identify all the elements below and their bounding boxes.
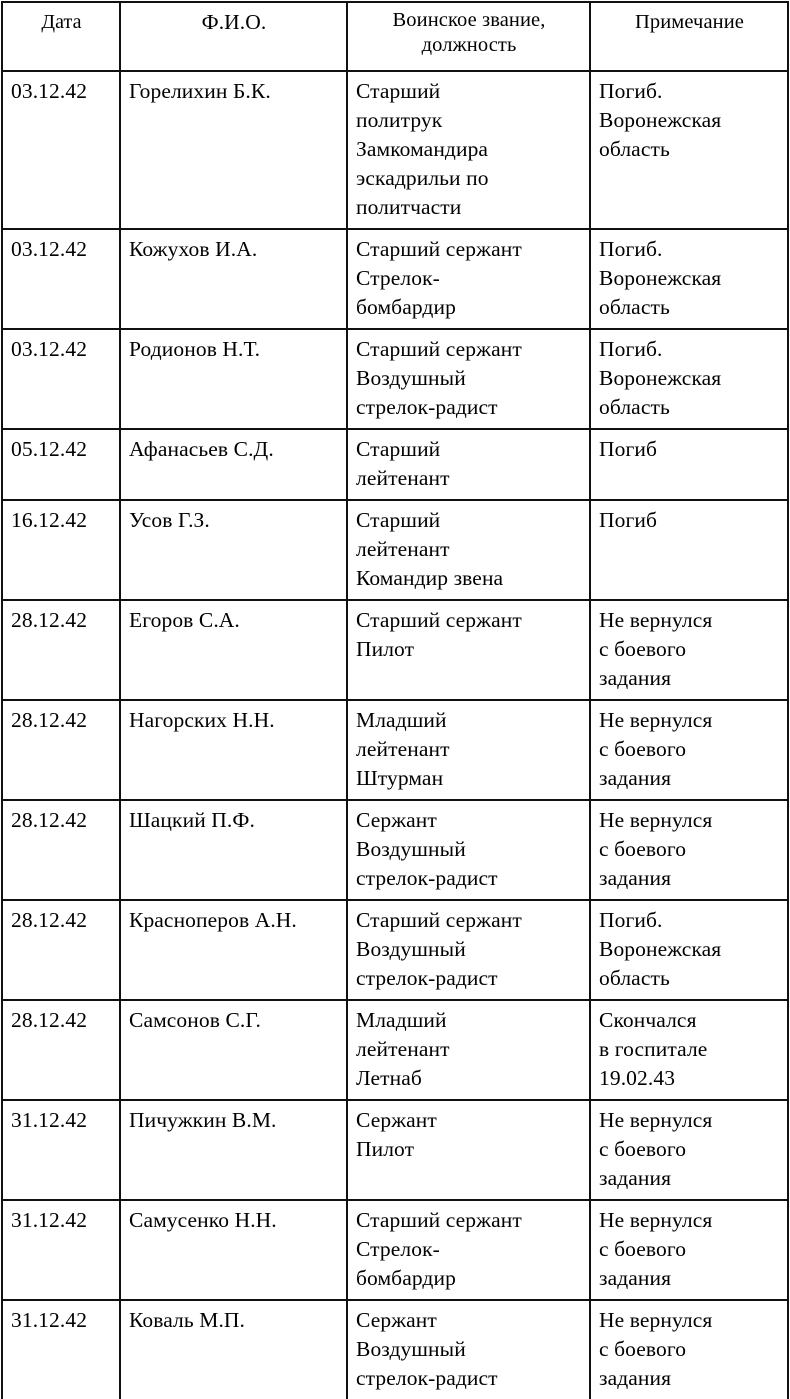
cell-rank-line: лейтенант <box>356 737 450 761</box>
cell-name: Афанасьев С.Д. <box>120 429 347 500</box>
cell-rank <box>347 1000 590 1100</box>
cell-rank-line: Старший сержант <box>356 608 522 632</box>
cell-rank <box>347 500 590 600</box>
cell-rank-line: Старший <box>356 508 441 532</box>
cell-rank <box>347 229 590 329</box>
cell-rank-line: Штурман <box>356 766 444 790</box>
table-row <box>2 1100 788 1200</box>
cell-note-line: Не вернулся <box>599 1208 713 1232</box>
cell-note-line: с боевого <box>599 1237 687 1261</box>
cell-note-line: задания <box>599 1266 672 1290</box>
cell-rank-line: Замкомандира <box>356 137 489 161</box>
cell-rank-line: Старший сержант <box>356 908 522 932</box>
cell-date: 31.12.42 <box>2 1200 120 1300</box>
cell-note-line: задания <box>599 666 672 690</box>
cell-date: 03.12.42 <box>2 229 120 329</box>
cell-note-line: задания <box>599 866 672 890</box>
table-row <box>2 329 788 429</box>
cell-note-line: Воронежская <box>599 937 722 961</box>
cell-rank-line: стрелок-радист <box>356 866 498 890</box>
cell-name: Самусенко Н.Н. <box>120 1200 347 1300</box>
cell-note <box>590 229 788 329</box>
cell-name: Горелихин Б.К. <box>120 71 347 229</box>
cell-rank <box>347 329 590 429</box>
cell-note-line: с боевого <box>599 837 687 861</box>
cell-rank <box>347 1300 590 1399</box>
cell-rank-line: эскадрильи по <box>356 166 489 190</box>
cell-date: 28.12.42 <box>2 1000 120 1100</box>
cell-note <box>590 500 788 600</box>
column-header-name: Ф.И.О. <box>120 2 347 71</box>
casualty-record-table <box>1 1 789 1399</box>
cell-date: 03.12.42 <box>2 71 120 229</box>
cell-name: Красноперов А.Н. <box>120 900 347 1000</box>
cell-date: 03.12.42 <box>2 329 120 429</box>
cell-rank-line: политчасти <box>356 195 462 219</box>
cell-date: 31.12.42 <box>2 1300 120 1399</box>
cell-note-line: Погиб. <box>599 237 663 261</box>
cell-rank <box>347 1100 590 1200</box>
cell-name: Егоров С.А. <box>120 600 347 700</box>
cell-note-line: задания <box>599 766 672 790</box>
cell-rank-line: Младший <box>356 708 447 732</box>
cell-note-line: Не вернулся <box>599 1308 713 1332</box>
cell-rank-line: Сержант <box>356 1308 437 1332</box>
cell-note <box>590 900 788 1000</box>
cell-note <box>590 329 788 429</box>
cell-rank <box>347 900 590 1000</box>
cell-rank <box>347 1200 590 1300</box>
cell-date: 31.12.42 <box>2 1100 120 1200</box>
table-header-row <box>2 2 788 71</box>
table-row <box>2 600 788 700</box>
cell-rank-line: Воздушный <box>356 837 466 861</box>
cell-rank-line: лейтенант <box>356 466 450 490</box>
cell-date: 16.12.42 <box>2 500 120 600</box>
cell-date: 05.12.42 <box>2 429 120 500</box>
cell-rank-line: стрелок-радист <box>356 395 498 419</box>
table-row <box>2 500 788 600</box>
table-row <box>2 900 788 1000</box>
cell-name: Кожухов И.А. <box>120 229 347 329</box>
cell-rank <box>347 600 590 700</box>
cell-note-line: с боевого <box>599 737 687 761</box>
cell-note-line: задания <box>599 1166 672 1190</box>
table-row <box>2 1300 788 1399</box>
cell-rank-line: политрук <box>356 108 443 132</box>
cell-note-line: Погиб. <box>599 337 663 361</box>
cell-note <box>590 1200 788 1300</box>
cell-rank <box>347 800 590 900</box>
cell-note-line: задания <box>599 1366 672 1390</box>
cell-rank-line: лейтенант <box>356 537 450 561</box>
cell-note-line: область <box>599 395 670 419</box>
cell-rank <box>347 71 590 229</box>
cell-rank-line: Воздушный <box>356 937 466 961</box>
cell-note-line: Воронежская <box>599 266 722 290</box>
table-row <box>2 1000 788 1100</box>
cell-name: Шацкий П.Ф. <box>120 800 347 900</box>
cell-note <box>590 800 788 900</box>
cell-rank-line: бомбардир <box>356 1266 456 1290</box>
table-row <box>2 229 788 329</box>
cell-rank-line: стрелок-радист <box>356 1366 498 1390</box>
column-header-date: Дата <box>2 2 120 71</box>
cell-rank-line: лейтенант <box>356 1037 450 1061</box>
cell-name: Нагорских Н.Н. <box>120 700 347 800</box>
cell-rank-line: Пилот <box>356 1137 415 1161</box>
cell-note-line: Не вернулся <box>599 708 713 732</box>
cell-note <box>590 700 788 800</box>
table-row <box>2 429 788 500</box>
cell-rank-line: Стрелок- <box>356 1237 440 1261</box>
cell-note-line: Воронежская <box>599 108 722 132</box>
cell-rank <box>347 429 590 500</box>
cell-rank-line: Сержант <box>356 1108 437 1132</box>
cell-rank-line: Командир звена <box>356 566 504 590</box>
table-row <box>2 71 788 229</box>
cell-rank-line: Старший <box>356 79 441 103</box>
column-header-note: Примечание <box>590 2 788 71</box>
cell-rank-line: Летнаб <box>356 1066 422 1090</box>
cell-rank-line: бомбардир <box>356 295 456 319</box>
document-page <box>0 1 790 1390</box>
cell-note <box>590 1000 788 1100</box>
cell-name: Родионов Н.Т. <box>120 329 347 429</box>
cell-rank <box>347 700 590 800</box>
cell-rank-line: Сержант <box>356 808 437 832</box>
cell-note-line: Не вернулся <box>599 608 713 632</box>
cell-note <box>590 429 788 500</box>
cell-date: 28.12.42 <box>2 800 120 900</box>
cell-rank-line: Стрелок- <box>356 266 440 290</box>
cell-rank-line: Пилот <box>356 637 415 661</box>
cell-rank-line: стрелок-радист <box>356 966 498 990</box>
cell-note-line: с боевого <box>599 637 687 661</box>
cell-rank-line: Старший сержант <box>356 337 522 361</box>
cell-name: Самсонов С.Г. <box>120 1000 347 1100</box>
cell-note-line: Скончался <box>599 1008 697 1032</box>
table-row <box>2 1200 788 1300</box>
table-body <box>2 71 788 1399</box>
cell-name: Пичужкин В.М. <box>120 1100 347 1200</box>
cell-name: Усов Г.З. <box>120 500 347 600</box>
cell-note <box>590 600 788 700</box>
cell-rank-line: Старший сержант <box>356 1208 522 1232</box>
cell-date: 28.12.42 <box>2 900 120 1000</box>
cell-note-line: Не вернулся <box>599 1108 713 1132</box>
cell-date: 28.12.42 <box>2 700 120 800</box>
cell-note-line: Погиб <box>599 437 658 461</box>
column-header-rank-line1: Воинское звание, <box>392 9 546 31</box>
column-header-rank-line2: должность <box>421 34 517 56</box>
cell-note-line: Погиб. <box>599 79 663 103</box>
cell-note <box>590 1100 788 1200</box>
cell-rank-line: Старший <box>356 437 441 461</box>
cell-note-line: область <box>599 137 670 161</box>
cell-note-line: с боевого <box>599 1337 687 1361</box>
cell-note-line: область <box>599 295 670 319</box>
cell-note-line: 19.02.43 <box>599 1066 676 1090</box>
cell-rank-line: Воздушный <box>356 366 466 390</box>
cell-note <box>590 71 788 229</box>
cell-rank-line: Старший сержант <box>356 237 522 261</box>
cell-note-line: Воронежская <box>599 366 722 390</box>
table-header <box>2 2 788 71</box>
cell-rank-line: Младший <box>356 1008 447 1032</box>
cell-note <box>590 1300 788 1399</box>
cell-date: 28.12.42 <box>2 600 120 700</box>
table-row <box>2 800 788 900</box>
cell-note-line: с боевого <box>599 1137 687 1161</box>
cell-note-line: Погиб. <box>599 908 663 932</box>
cell-rank-line: Воздушный <box>356 1337 466 1361</box>
column-header-rank <box>347 2 590 71</box>
cell-note-line: в госпитале <box>599 1037 708 1061</box>
cell-note-line: область <box>599 966 670 990</box>
cell-note-line: Не вернулся <box>599 808 713 832</box>
cell-name: Коваль М.П. <box>120 1300 347 1399</box>
cell-note-line: Погиб <box>599 508 658 532</box>
table-row <box>2 700 788 800</box>
